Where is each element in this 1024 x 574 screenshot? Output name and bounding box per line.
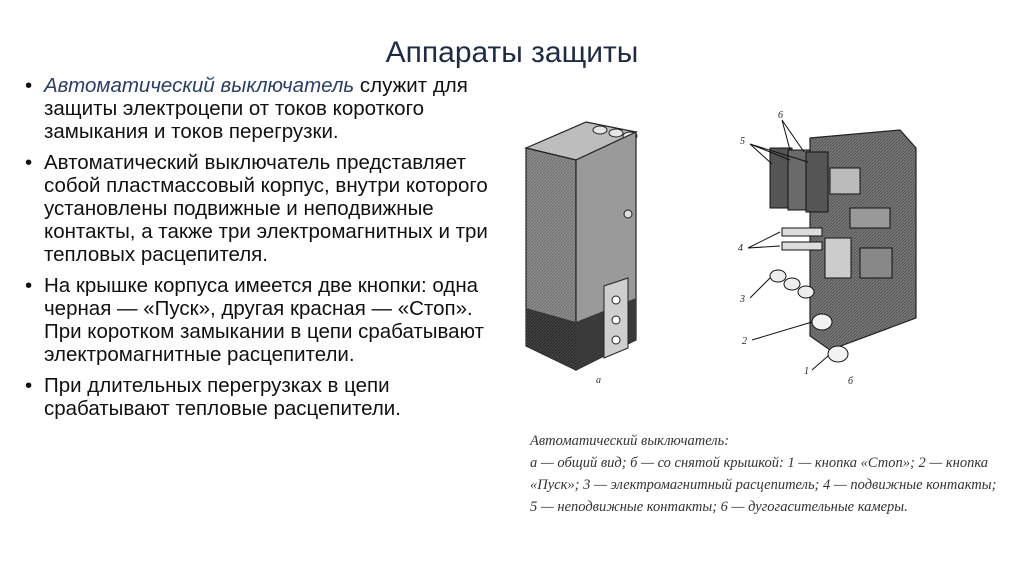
slide-title: Аппараты защиты (385, 36, 639, 69)
figure-label-b: б (848, 376, 854, 387)
callout-3: 3 (740, 294, 745, 305)
bullet-list (24, 74, 502, 428)
bullet-text: служит для защиты электроцепи от токов короткого замыкания и токов перегрузки. (44, 74, 468, 143)
bullet-item (24, 374, 502, 420)
bullet-text: Автоматический выключатель представляет собой пластмассовый корпус, внутри которого установлены подвижные и неподвижные контакты, а также три электромагнитных и три тепловых расцепителя. (44, 151, 488, 266)
breaker-general-view-illustration (516, 108, 686, 388)
caption-text: а — общий вид; б — со снятой крышкой: 1 — кнопка «Стоп»; 2 — кнопка «Пуск»; 3 — электромагнитный расцепитель; 4 — подвижные контакты; 5 — неподвижные контакты; 6 — дугогасительные камеры. (530, 455, 997, 515)
bullet-text: При длительных перегрузках в цепи срабатывают тепловые расцепители. (44, 374, 401, 420)
bullet-item (24, 274, 502, 366)
bullet-item (24, 74, 502, 143)
callout-6: 6 (778, 110, 783, 121)
bullet-emphasis: Автоматический выключатель (44, 74, 355, 97)
bullet-item (24, 151, 502, 266)
caption-title: Автоматический выключатель: (530, 433, 730, 449)
bullet-text: На крышке корпуса имеется две кнопки: одна черная — «Пуск», другая красная — «Стоп». При коротком замыкании в цепи срабатывают электромагнитные расцепители. (44, 274, 484, 366)
callout-5: 5 (740, 136, 745, 147)
callout-4: 4 (738, 243, 743, 254)
callout-2: 2 (742, 336, 747, 347)
callout-1: 1 (804, 366, 809, 377)
breaker-open-view-illustration (730, 108, 930, 388)
figure-caption (530, 430, 1000, 518)
figure-label-a: а (596, 375, 601, 386)
